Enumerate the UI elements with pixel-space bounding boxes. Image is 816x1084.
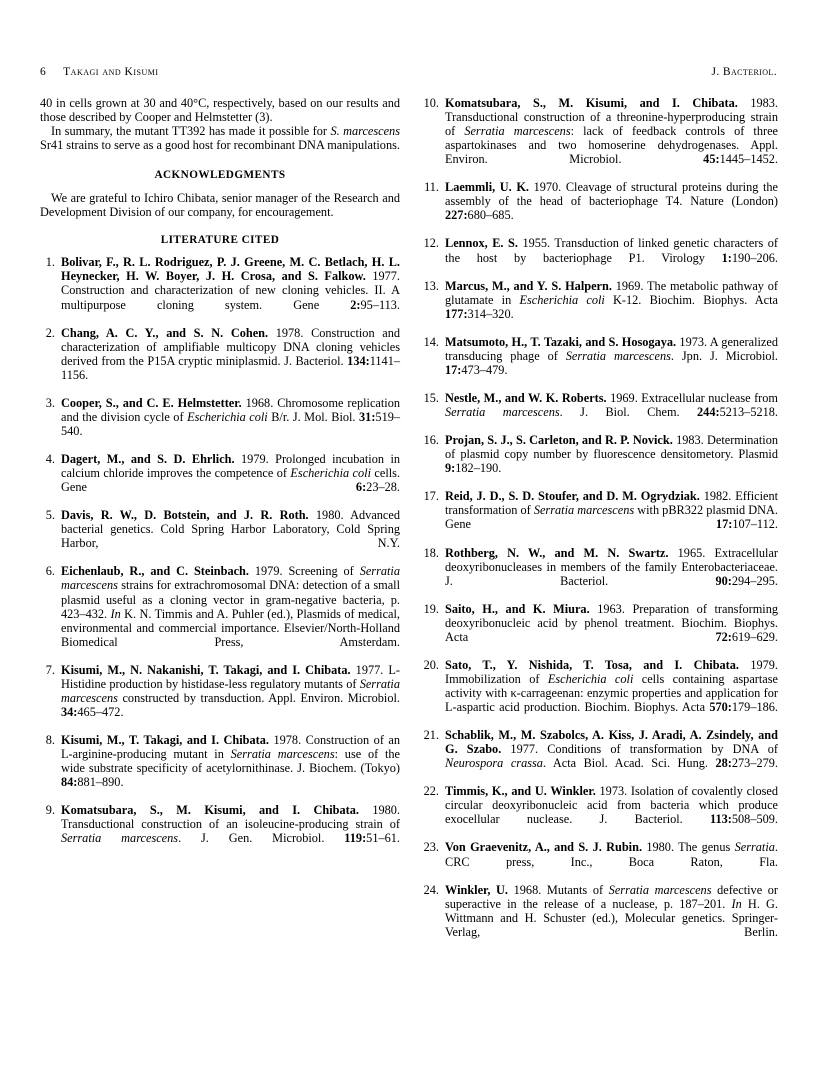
reference-body — [61, 508, 400, 564]
reference-title-pre: Prolonged incubation in calcium chloride improves the competence of — [61, 452, 401, 481]
reference-title-pre: Transductional construction of a threonine-hyperproducing strain of — [445, 110, 778, 139]
spacer-before-literature — [40, 219, 400, 233]
reference-volume: 90: — [715, 573, 732, 588]
reference-volume: 31: — [359, 409, 376, 424]
reference-title-post: . Acta Biol. Acad. Sci. Hung. — [542, 756, 708, 771]
reference-title-mid: Construction of an — [305, 732, 401, 747]
reference-year: 1977. — [510, 742, 539, 757]
reference-authors: Nestle, M., and W. K. Roberts. — [445, 390, 607, 405]
reference-item — [40, 255, 400, 325]
reference-volume: 17: — [445, 362, 462, 377]
reference-stereo-prefix: L — [388, 662, 396, 677]
reference-authors: Chang, A. C. Y., and S. N. Cohen. — [61, 325, 269, 340]
reference-item — [418, 279, 778, 335]
reference-number: 18. — [423, 545, 439, 560]
reference-species: Neurospora crassa — [445, 756, 543, 771]
reference-title: Advanced bacterial genetics. Cold Spring Harbor Laboratory, Cold Spring Harbor, N.Y. — [61, 508, 400, 551]
reference-species: Escherichia coli — [290, 466, 371, 481]
reference-pages: 519–540. — [61, 409, 401, 438]
reference-volume: 119: — [344, 831, 367, 846]
reference-volume: 17: — [715, 517, 733, 532]
reference-number: 6. — [45, 564, 55, 579]
reference-stereo-prefix: L — [61, 747, 69, 762]
reference-number: 20. — [423, 657, 439, 672]
reference-body — [61, 803, 400, 859]
reference-title-pre: Efficient transformation of — [445, 489, 779, 518]
reference-item — [40, 564, 400, 662]
reference-number: 9. — [45, 803, 55, 818]
reference-title-post: . J. Biol. Chem. — [559, 405, 680, 420]
reference-body — [445, 658, 778, 728]
reference-item — [418, 335, 778, 391]
reference-title: Cleavage of structural proteins during the assembly of the head of bacteriophage T4. Nature (London) — [445, 180, 778, 209]
reference-in-marker: In — [110, 606, 121, 621]
running-head-left — [40, 66, 159, 78]
reference-authors: Kisumi, M., N. Nakanishi, T. Takagi, and I. Chibata. — [61, 662, 351, 677]
reference-title-post: B/r. J. Mol. Biol. — [267, 409, 356, 424]
reference-pages: 619–629. — [731, 629, 778, 644]
reference-list-left — [40, 255, 400, 859]
body-paragraph-2 — [40, 124, 400, 152]
reference-item — [418, 96, 778, 180]
reference-pages: 1445–1452. — [719, 152, 778, 167]
reference-authors: Matsumoto, H., T. Tazaki, and S. Hosogaya. — [445, 334, 677, 349]
reference-title-end: -aspartic acid production. Biochim. Biophys. Acta — [452, 700, 710, 715]
reference-number: 22. — [423, 784, 439, 799]
reference-year: 1973. — [599, 784, 628, 799]
reference-body — [445, 335, 778, 391]
reference-title-pre: Extracellular nuclease from — [641, 390, 778, 405]
reference-year: 1968. — [245, 395, 274, 410]
reference-number: 24. — [423, 882, 439, 897]
reference-volume: 84: — [61, 775, 78, 790]
reference-volume: 9: — [445, 461, 456, 476]
reference-title-pre: -Histidine production by histidase-less regulatory mutants of — [61, 662, 401, 691]
reference-body — [61, 452, 400, 508]
reference-item — [40, 452, 400, 508]
reference-pages: 881–890. — [77, 775, 124, 790]
reference-number: 1. — [45, 255, 55, 270]
reference-pages: 95–113. — [360, 297, 401, 312]
reference-in-marker: In — [731, 896, 742, 911]
reference-item — [418, 658, 778, 728]
reference-item — [40, 508, 400, 564]
reference-authors: Dagert, M., and S. D. Ehrlich. — [61, 452, 235, 467]
reference-number: 3. — [45, 395, 55, 410]
spacer-before-acknowledgments — [40, 152, 400, 168]
reference-authors: Reid, J. D., S. D. Stoufer, and D. M. Ogrydziak. — [445, 489, 700, 504]
reference-authors: Eichenlaub, R., and C. Steinbach. — [61, 564, 249, 579]
reference-body — [61, 564, 400, 662]
reference-pages: 51–61. — [366, 831, 400, 846]
reference-title: Determination of plasmid copy number by fluorescence densitometory. Plasmid — [445, 433, 779, 462]
reference-title-post: cells. Gene — [61, 466, 401, 495]
reference-year: 1982. — [703, 489, 732, 504]
paragraph-2-species: S. marcescens — [330, 124, 400, 139]
reference-species: Escherichia coli — [187, 409, 268, 424]
page-number: 6 — [40, 66, 47, 78]
reference-species: Serratia marcescens — [565, 348, 671, 363]
reference-body — [445, 96, 778, 180]
reference-body — [445, 279, 778, 335]
reference-item — [418, 883, 778, 953]
reference-species: Serratia marcescens — [608, 882, 712, 897]
reference-list-right — [418, 96, 778, 953]
reference-volume: 177: — [445, 306, 468, 321]
reference-title-post: : lack of feedback controls of three aspartokinases and two homoserine dehydrogenases. Appl. Environ. Microbiol. — [445, 124, 778, 167]
reference-authors: Sato, T., Y. Nishida, T. Tosa, and I. Chibata. — [445, 657, 740, 672]
reference-title: Isolation of covalently closed circular deoxyribonucleic acid from bacteria which produce exocellular nuclease. J. Bacteriol. — [445, 784, 779, 827]
reference-pages: 5213–5218. — [719, 405, 778, 420]
reference-body — [445, 602, 778, 658]
reference-year: 1980. — [646, 840, 675, 855]
reference-authors: Projan, S. J., S. Carleton, and R. P. Novick. — [445, 433, 673, 448]
reference-species: Serratia marcescens — [61, 676, 400, 705]
reference-pages: 107–112. — [732, 517, 778, 532]
reference-pages: 190–206. — [731, 250, 779, 265]
reference-volume: 244: — [697, 405, 720, 420]
reference-number: 17. — [423, 489, 439, 504]
reference-authors: Von Graevenitz, A., and S. J. Rubin. — [445, 840, 643, 855]
reference-authors: Marcus, M., and Y. S. Halpern. — [445, 278, 612, 293]
reference-title-post: constructed by transduction. Appl. Environ. Microbiol. — [117, 690, 400, 705]
reference-title-pre: A generalized transducing phage of — [445, 334, 778, 363]
reference-pages: 314–320. — [467, 306, 514, 321]
reference-body — [445, 784, 778, 840]
reference-authors: Cooper, S., and C. E. Helmstetter. — [61, 395, 242, 410]
reference-item — [418, 546, 778, 602]
reference-volume: 227: — [445, 208, 468, 223]
reference-year: 1963. — [597, 601, 625, 616]
reference-title: Extracellular deoxyribonucleases in members of the family Enterobacteriaceae. J. Bacteriol. — [445, 545, 779, 588]
reference-species: Serratia marcescens — [61, 564, 400, 593]
reference-pages: 473–479. — [461, 362, 508, 377]
reference-pages: 179–186. — [731, 700, 778, 715]
reference-volume: 34: — [61, 704, 78, 719]
reference-body — [61, 663, 400, 733]
reference-authors: Saito, H., and K. Miura. — [445, 601, 590, 616]
reference-year: 1968. — [513, 882, 542, 897]
reference-number: 14. — [423, 334, 439, 349]
reference-authors: Komatsubara, S., M. Kisumi, and I. Chibata. — [445, 96, 738, 110]
reference-volume: 28: — [715, 756, 732, 771]
reference-title-post: with pBR322 plasmid DNA. Gene — [445, 503, 779, 532]
running-head-authors: Takagi and Kisumi — [63, 66, 159, 78]
reference-title-end: K. N. Timmis and A. Puhler (ed.), Plasmids of medical, environmental and commercial importance. Elsevier/North-Holland Biomedical Press, Amsterdam. — [61, 606, 400, 649]
reference-number: 15. — [423, 390, 439, 405]
running-head-journal: J. Bacteriol. — [711, 66, 777, 78]
reference-number: 4. — [45, 452, 55, 467]
reference-year: 1983. — [750, 96, 778, 110]
reference-title-pre: The genus — [678, 840, 735, 855]
reference-pages: 1141–1156. — [61, 353, 401, 382]
reference-authors: Rothberg, N. W., and M. N. Swartz. — [445, 545, 669, 560]
reference-title-pre: -arginine-producing mutant in — [68, 747, 231, 762]
reference-species: Escherichia coli — [547, 671, 634, 686]
reference-authors: Davis, R. W., D. Botstein, and J. R. Roth. — [61, 508, 309, 523]
reference-title: Preparation of transforming deoxyribonucleic acid by phenol treatment. Biochim. Biophys. Acta — [445, 601, 779, 644]
reference-species: Serratia marcescens — [230, 747, 335, 762]
reference-title-post: K-12. Biochim. Biophys. Acta — [604, 292, 778, 307]
reference-year: 1977. — [372, 269, 400, 284]
reference-volume: 1: — [721, 250, 732, 265]
reference-number: 12. — [423, 236, 439, 251]
reference-authors: Laemmli, U. K. — [445, 180, 529, 195]
column-right — [418, 96, 778, 953]
reference-title: Construction and characterization of amplifiable multicopy DNA cloning vehicles derived from the P15A cryptic miniplasmid. J. Bacteriol. — [61, 325, 400, 368]
reference-volume: 72: — [715, 629, 732, 644]
reference-title-pre: Mutants of — [546, 882, 609, 897]
reference-title-end: H. G. Wittmann and H. Schuster (ed.), Molecular genetics. Springer-Verlag, Berlin. — [445, 896, 778, 939]
reference-title-post: . Jpn. J. Microbiol. — [670, 348, 778, 363]
reference-year: 1979. — [254, 564, 283, 579]
reference-species: Serratia — [734, 840, 775, 855]
reference-volume: 570: — [709, 700, 732, 715]
reference-volume: 113: — [710, 812, 732, 827]
reference-body — [445, 433, 778, 489]
reference-item — [40, 733, 400, 803]
reference-item — [418, 180, 778, 236]
acknowledgments-heading: ACKNOWLEDGMENTS — [154, 169, 286, 182]
reference-title-post: . CRC press, Inc., Boca Raton, Fla. — [445, 840, 778, 869]
reference-title-pre: The metabolic pathway of glutamate in — [445, 278, 778, 307]
running-head — [40, 66, 777, 78]
reference-authors: Winkler, U. — [445, 882, 509, 897]
reference-item — [40, 663, 400, 733]
reference-item — [40, 803, 400, 859]
reference-year: 1980. — [372, 803, 400, 818]
reference-year: 1955. — [522, 236, 551, 251]
reference-title-post: cells containing aspartase activity with κ-carrageenan: enzymic properties and application for — [445, 671, 779, 700]
body-paragraph-1: 40 in cells grown at 30 and 40°C, respectively, based on our results and those described by Cooper and Helmstetter (3). — [40, 96, 400, 125]
reference-pages: 182–190. — [455, 461, 502, 476]
reference-item — [40, 326, 400, 396]
reference-species: Serratia marcescens — [533, 503, 635, 518]
reference-body — [445, 180, 778, 236]
acknowledgments-text: We are grateful to Ichiro Chibata, senior manager of the Research and Development Division of our company, for encouragement. — [40, 191, 400, 220]
reference-year: 1970. — [533, 180, 562, 195]
reference-authors: Timmis, K., and U. Winkler. — [445, 784, 596, 799]
reference-pages: 294–295. — [731, 573, 778, 588]
reference-pages: 465–472. — [77, 704, 124, 719]
reference-volume: 45: — [703, 152, 720, 167]
reference-stereo-prefix: L — [445, 700, 453, 715]
reference-title-pre: Chromosome replication and the division cycle of — [61, 395, 400, 424]
reference-body — [445, 546, 778, 602]
reference-body — [445, 236, 778, 278]
reference-title-pre: Screening of — [288, 564, 360, 579]
spacer-after-acknowledgments-heading — [40, 182, 400, 191]
reference-volume: 6: — [355, 480, 367, 495]
reference-species: Serratia marcescens — [445, 405, 560, 420]
paragraph-2-text-before: In summary, the mutant TT392 has made it possible for — [51, 124, 331, 139]
reference-item — [418, 489, 778, 545]
reference-title-post: . J. Gen. Microbiol. — [178, 831, 325, 846]
reference-authors: Schablik, M., M. Szabolcs, A. Kiss, J. Aradi, A. Zsindely, and G. Szabo. — [445, 728, 778, 757]
reference-title-post: defective or superactive in the release of a nuclease, p. 187–201. — [445, 882, 779, 911]
reference-pages: 680–685. — [467, 208, 514, 223]
reference-year: 1969. — [610, 390, 638, 405]
reference-year: 1978. — [275, 325, 304, 340]
reference-number: 16. — [423, 433, 439, 448]
reference-volume: 2: — [350, 297, 361, 312]
reference-number: 23. — [423, 840, 439, 855]
reference-body — [445, 391, 778, 433]
spacer-after-literature-heading — [40, 247, 400, 255]
reference-number: 11. — [424, 180, 439, 195]
reference-species: Serratia marcescens — [61, 831, 179, 846]
reference-item — [418, 236, 778, 278]
reference-title-pre: Immobilization of — [445, 671, 548, 686]
reference-item — [418, 433, 778, 489]
reference-volume: 134: — [347, 353, 370, 368]
reference-title-pre: Conditions of transformation by DNA of — [547, 742, 778, 757]
reference-body — [445, 883, 778, 953]
reference-title: Transduction of linked genetic characters of the host by bacteriophage P1. Virology — [445, 236, 778, 265]
reference-body — [61, 255, 400, 325]
reference-year: 1965. — [677, 545, 706, 560]
reference-item — [418, 784, 778, 840]
reference-title-pre: Transductional construction of an isoleucine-producing strain of — [61, 817, 400, 832]
reference-title-post: : use of the wide substrate specificity of acetylornithinase. J. Biochem. (Tokyo) — [61, 747, 400, 776]
reference-pages: 508–509. — [731, 812, 778, 827]
reference-number: 10. — [423, 96, 439, 110]
literature-cited-heading: LITERATURE CITED — [160, 234, 280, 247]
reference-authors: Bolivar, F., R. L. Rodriguez, P. J. Greene, M. C. Betlach, H. L. Heynecker, H. W. Boyer, J. H. Crosa, and S. Falkow. — [61, 255, 400, 284]
reference-item — [418, 840, 778, 882]
reference-body — [61, 326, 400, 396]
column-left — [40, 96, 400, 953]
reference-body — [445, 840, 778, 882]
reference-year: 1980. — [315, 508, 344, 523]
reference-year: 1973. — [679, 334, 708, 349]
reference-species: Serratia marcescens — [464, 124, 571, 139]
reference-year: 1978. — [273, 732, 302, 747]
reference-body — [61, 733, 400, 803]
reference-species: Escherichia coli — [519, 292, 605, 307]
reference-item — [418, 391, 778, 433]
reference-item — [418, 602, 778, 658]
reference-item — [40, 396, 400, 452]
reference-body — [445, 489, 778, 545]
reference-number: 5. — [45, 508, 55, 523]
reference-pages: 273–279. — [731, 756, 778, 771]
reference-authors: Kisumi, M., T. Takagi, and I. Chibata. — [61, 732, 269, 747]
reference-number: 7. — [45, 662, 55, 677]
reference-title: Construction and characterization of new cloning vehicles. II. A multipurpose cloning system. Gene — [61, 283, 400, 312]
reference-item — [418, 728, 778, 784]
reference-authors: Komatsubara, S., M. Kisumi, and I. Chibata. — [61, 803, 359, 818]
reference-title-post: strains for extrachromosomal DNA: detection of a small plasmid useful as a cloning vector in gram-negative bacteria, p. 423–432. — [61, 578, 400, 621]
reference-number: 19. — [423, 601, 439, 616]
reference-body — [61, 396, 400, 452]
two-column-body — [40, 96, 777, 953]
reference-year: 1977. — [355, 662, 384, 677]
reference-number: 13. — [423, 278, 439, 293]
reference-number: 2. — [45, 325, 55, 340]
reference-body — [445, 728, 778, 784]
reference-authors: Lennox, E. S. — [445, 236, 518, 251]
reference-number: 8. — [45, 732, 55, 747]
reference-year: 1979. — [241, 452, 269, 467]
paragraph-2-text-after: Sr41 strains to serve as a good host for recombinant DNA manipulations. — [40, 138, 400, 153]
reference-year: 1979. — [750, 657, 778, 672]
reference-number: 21. — [423, 728, 439, 743]
reference-year: 1983. — [676, 433, 704, 448]
reference-pages: 23–28. — [366, 480, 400, 495]
reference-year: 1969. — [615, 278, 644, 293]
